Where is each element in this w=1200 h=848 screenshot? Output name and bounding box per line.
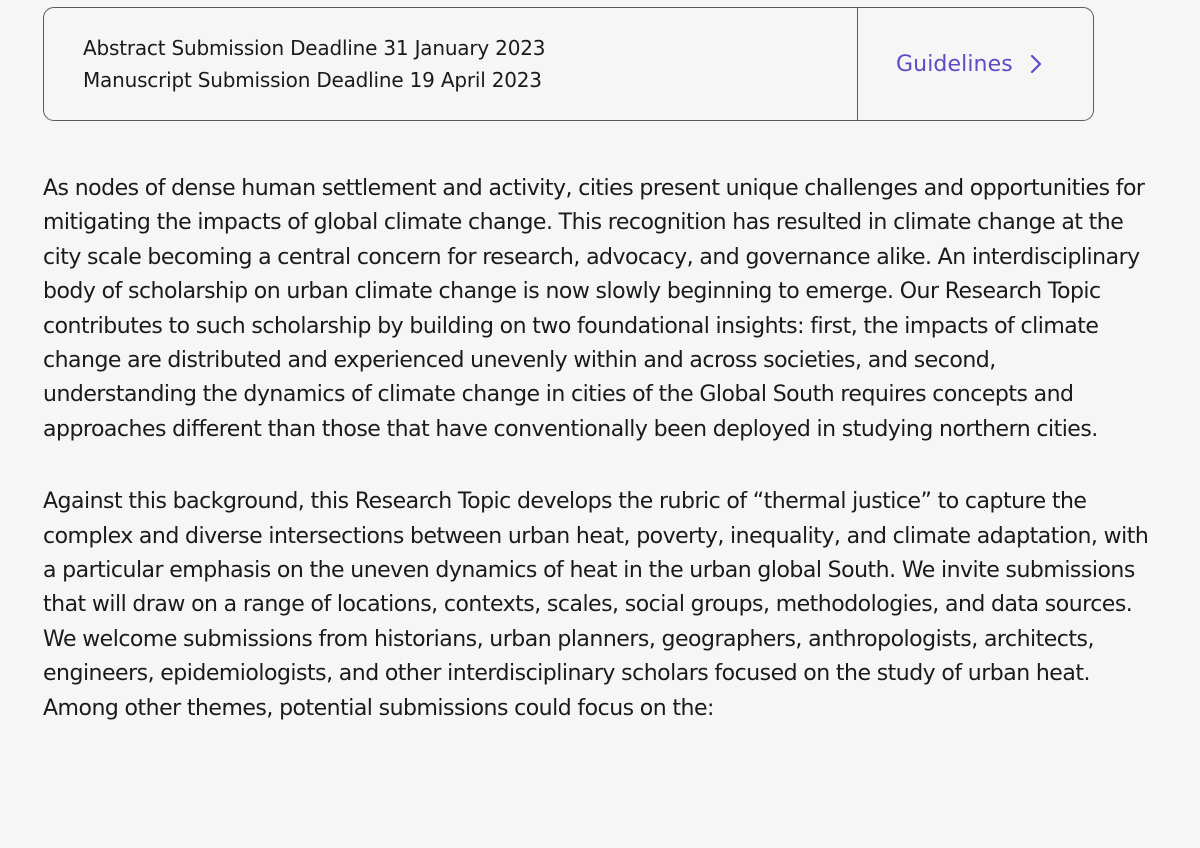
deadline-info <box>44 8 858 120</box>
manuscript-deadline: Manuscript Submission Deadline 19 April 2023 <box>83 68 542 92</box>
chevron-right-icon <box>1029 53 1043 75</box>
guidelines-link[interactable] <box>858 8 1093 120</box>
abstract-deadline: Abstract Submission Deadline 31 January 2023 <box>83 36 546 60</box>
topic-description <box>43 172 1153 764</box>
description-paragraph-2: Against this background, this Research Topic develops the rubric of “thermal justice” to capture the complex and diverse intersections between urban heat, poverty, inequality, and climate adaptation, with a particular emphasis on the uneven dynamics of heat in the urban global South. We invite submissions that will draw on a range of locations, contexts, scales, social groups, methodologies, and data sources. We welcome submissions from historians, urban planners, geographers, anthropologists, architects, engineers, epidemiologists, and other interdisciplinary scholars focused on the study of urban heat. Among other themes, potential submissions could focus on the: <box>43 489 1149 721</box>
description-paragraph-1: As nodes of dense human settlement and activity, cities present unique challenges and opportunities for mitigating the impacts of global climate change. This recognition has resulted in climate change at the city scale becoming a central concern for research, advocacy, and governance alike. An interdisciplinary body of scholarship on urban climate change is now slowly beginning to emerge. Our Research Topic contributes to such scholarship by building on two foundational insights: first, the impacts of climate change are distributed and experienced unevenly within and across societies, and second, understanding the dynamics of climate change in cities of the Global South requires concepts and approaches different than those that have conventionally been deployed in studying northern cities. <box>43 176 1145 442</box>
deadline-box <box>43 7 1094 121</box>
guidelines-label: Guidelines <box>896 51 1013 77</box>
